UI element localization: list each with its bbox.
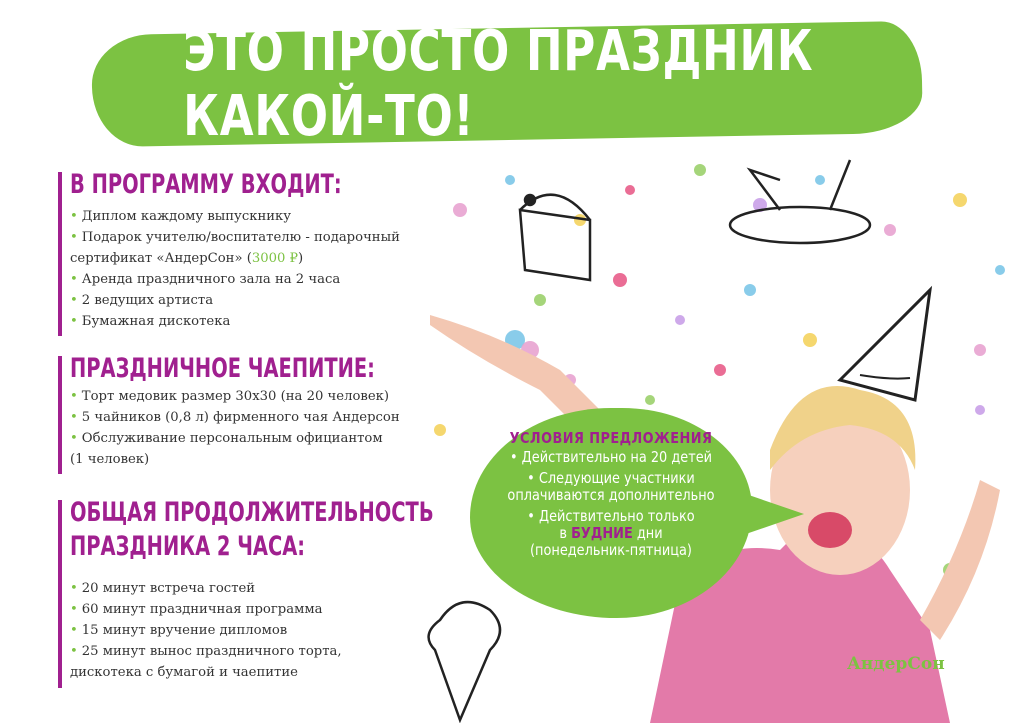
offer-line: оплачиваются дополнительно (507, 486, 715, 504)
list-item-continuation: (1 человек) (70, 452, 150, 467)
offer-line: в БУДНИЕ дни (559, 524, 663, 542)
tea-list (70, 386, 400, 470)
offer-text (470, 430, 752, 559)
duration-heading-line1: ОБЩАЯ ПРОДОЛЖИТЕЛЬНОСТЬ (70, 497, 434, 528)
page-title: ЭТО ПРОСТО ПРАЗДНИК КАКОЙ-ТО! (183, 19, 814, 149)
duration-list (70, 578, 342, 683)
list-item-continuation: дискотека с бумагой и чаепитие (70, 665, 298, 680)
list-item: • 2 ведущих артиста (70, 293, 214, 308)
weekdays-highlight: БУДНИЕ (571, 524, 633, 542)
list-item: • Диплом каждому выпускнику (70, 209, 292, 224)
list-item: • Обслуживание персональным официантом (70, 431, 383, 446)
gift-amount: 3000 ₽ (251, 251, 299, 266)
list-item: • Бумажная дискотека (70, 314, 231, 329)
list-item: • Аренда праздничного зала на 2 часа (70, 272, 341, 287)
party-hat-icon (840, 290, 930, 400)
program-list (70, 206, 400, 332)
duration-heading-line2: ПРАЗДНИКА 2 ЧАСА: (70, 531, 306, 562)
offer-title: УСЛОВИЯ ПРЕДЛОЖЕНИЯ (509, 429, 713, 447)
list-item: • 60 минут праздничная программа (70, 602, 323, 617)
list-item: • Торт медовик размер 30х30 (на 20 человек) (70, 389, 390, 404)
program-heading: В ПРОГРАММУ ВХОДИТ: (70, 169, 342, 200)
cake-doodle-icon (520, 195, 590, 280)
list-item-continuation: сертификат «АндерСон» (3000 ₽) (70, 251, 304, 266)
list-item: • 25 минут вынос праздничного торта, (70, 644, 342, 659)
list-item: • 20 минут встреча гостей (70, 581, 256, 596)
child-arm-right (920, 480, 1000, 640)
list-item: • 5 чайников (0,8 л) фирменного чая Андерсон (70, 410, 400, 425)
list-item: • Подарок учителю/воспитателю - подарочный (70, 230, 400, 245)
offer-line: (понедельник-пятница) (530, 541, 692, 559)
offer-line: • Следующие участники (527, 469, 695, 487)
list-item: • 15 минут вручение дипломов (70, 623, 288, 638)
tea-heading: ПРАЗДНИЧНОЕ ЧАЕПИТИЕ: (70, 353, 375, 384)
ice-cream-doodle-icon (429, 602, 500, 720)
offer-line: • Действительно на 20 детей (509, 448, 713, 466)
plane-doodle-icon (730, 160, 870, 243)
brand-logo: АндерСон (847, 654, 945, 674)
offer-line: • Действительно только (527, 507, 695, 525)
